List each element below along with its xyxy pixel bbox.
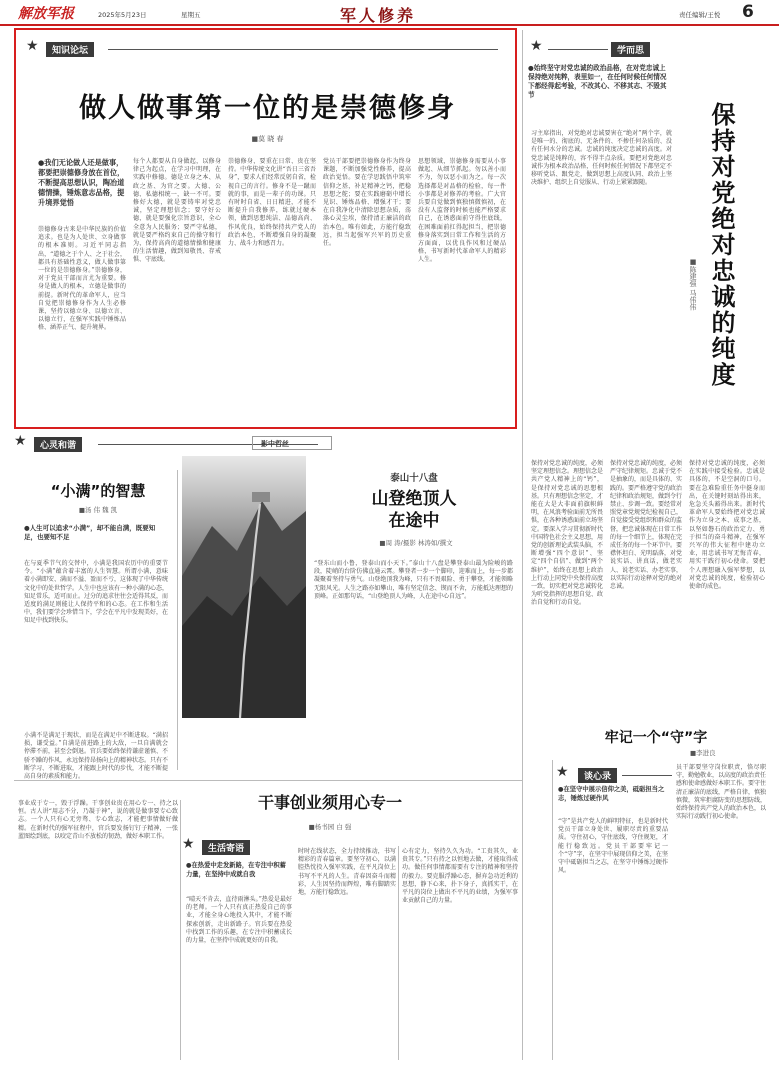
kicker-rule <box>622 775 672 776</box>
shenghuo-lead: ●在热爱中走发新路，在专注中积蓄力量，在坚持中成就自我 <box>186 862 286 878</box>
xinling-headline: “小满”的智慧 <box>50 482 146 500</box>
shenghuo-column-2: 时时在线状态，全力持续推动，书写精彩的青春篇章。要坚守初心，以满腔热忱投入强军实践，在平凡岗位上书写不平凡的人生。青春因奋斗而精彩，人生因坚持而辉煌，唯有脚踏实地，方能行稳致远。 <box>298 848 396 897</box>
column-divider <box>522 30 523 1060</box>
column-kicker-xinling: 心灵和谐 <box>34 437 82 452</box>
xinling-byline: ■汤 伟 魏 凯 <box>78 506 118 514</box>
column-kicker-shenghuo: 生活寄语 <box>202 840 250 855</box>
article-headline: 做人做事第一位的是崇德修身 <box>79 93 456 124</box>
photo-headline: 山登绝顶人在途中 <box>371 489 457 531</box>
issue-date: 2025年5月23日 <box>98 11 147 19</box>
section-title: 军人修养 <box>340 6 417 25</box>
star-icon: ★ <box>530 38 543 54</box>
column-kicker-zhishi: 知识论坛 <box>46 42 94 57</box>
star-icon: ★ <box>26 38 39 54</box>
xinling-column-1: 在与夏季节气的交替中，小满是我国农历中的重要节令。“小满”蕴含着丰富的人生智慧。所谓小满，意味着小满即安、满而不溢、盈而不亏，这体现了中华传统文化中的处世哲学。人生中也应该有一种小满的心态，知足常乐，适可而止。过分的追求往往会适得其反，而适度的满足则能让人保持平和的心态。在工作和生活中，我们要学会珍惜当下，学会在平凡中发现美好，在知足中找到快乐。 <box>24 560 169 625</box>
article-lead: ●我们无论做人还是做事，都要把崇德修身放在首位，不断提高思想认识，陶冶道德情操，锤炼意志品格，提升境界觉悟 <box>38 158 125 207</box>
article-column-4: 党员干部要把崇德修身作为终身课题，不断加强党性修养，提高政治觉悟。要在学思践悟中筑牢信仰之基，补足精神之钙，把稳思想之舵；要在实践磨砺中增长见识、锤炼品格、增强才干；要在自我净化中清除思想杂质，荡涤心灵尘埃，保持清正廉洁的政治本色。唯有如此，方能行稳致远，担当起强军兴军的历史重任。 <box>323 158 411 248</box>
kicker-rule <box>108 49 498 50</box>
kicker-rule <box>548 49 608 50</box>
star-icon: ★ <box>182 836 195 852</box>
xinling-lead: ●人生可以追求“小满”，却不能自满，既要知足，也要知不足 <box>24 524 156 541</box>
newspaper-logo: 解放军报 <box>18 6 74 22</box>
xueersi-column-3: 保持对党忠诚的纯度，必须严守纪律规矩。忠诚于党不是抽象的，而是具体的、实践的。要严格遵守党的政治纪律和政治规矩，做到令行禁止、步调一致。要经常对照党章党规党纪检视自己，自觉接受党组织和群众的监督，把忠诚体现在日常工作的每一个细节上，体现在完成任务的每一个环节中。要襟怀坦白、光明磊落，对党说实话、讲真话，做老实人、说老实话、办老实事，以实际行动诠释对党的绝对忠诚。 <box>610 460 683 591</box>
xueersi-headline: 保持对党绝对忠诚的纯度 <box>707 102 735 388</box>
laoji-byline: ■李进良 <box>690 749 716 757</box>
article-column-3: 崇德修身，要重在日常、贵在坚持。中华传统文化讲“吾日三省吾身”，要求人们经常反躬自省，检视自己的言行。修身不是一蹴而就的事，而是一辈子的功课。只有时时自省、日日精进，才能不断提升自我修养，练就过硬本领，做到思想纯洁、品德高尚、作风优良，始终保持共产党人的政治本色，不断增强自身的凝聚力、战斗力和感召力。 <box>228 158 316 248</box>
shenghuo-column-1: “晴天不肯去，直待雨淋头。”热爱是最好的老师。一个人只有真正热爱自己的事业，才能全身心地投入其中，才能不断探索创新，走出新路子。官兵要在热爱中找到工作的乐趣，在专注中积蓄成长的力量，在坚持中成就更好的自我。 <box>186 896 292 945</box>
photo-text: “登东山而小鲁，登泰山而小天下。”泰山十八盘是攀登泰山最为险峻的路段，陡峭的台阶仿佛直通云霄。攀登者一步一个脚印，迎难而上，每一步都凝聚着坚持与勇气。山登绝顶我为峰，只有不畏艰险、勇于攀登，才能领略无限风光。人生之路亦如攀山，唯有坚定信念、锲而不舍，方能抵达理想的顶峰。正如那句话，“山登绝顶人为峰，人在途中心自远”。 <box>314 560 513 600</box>
photo-kicker-box <box>252 436 332 450</box>
xueersi-column-4: 保持对党忠诚的纯度，必须在实践中接受检验。忠诚是具体的，不是空洞的口号。要在急难险重任务中挺身而出，在关键时刻站得出来，危急关头豁得出来。新时代革命军人要始终把对党忠诚作为立身之本、成事之基，以坚如磐石的政治定力、勇于担当的奋斗精神，在强军兴军的伟大征程中建功立业，用忠诚书写无悔青春，用实干践行初心使命。要把个人理想融入强军梦想，以对党忠诚的纯度，检验初心使命的成色。 <box>689 460 765 591</box>
ganshi-column-2: 心有定力，坚持久久为功。“工贵其久，业贵其专。”只有持之以恒地去做，才能取得成功。做任何事情都需要有专注的精神和坚持的毅力。要克服浮躁心态，摒弃急功近利的思想，静下心来，扑下身子，真抓实干，在平凡的岗位上做出不平凡的业绩，为强军事业贡献自己的力量。 <box>402 848 518 905</box>
ganshi-column-1: 事业成于专一，毁于浮躁。干事创业贵在用心专一、持之以恒。古人讲“用志不分，乃凝于神”，说的就是做事要专心致志。一个人只有心无旁骛、专心致志，才能把事情做好做精。在新时代的强军征程中，官兵要发扬钉钉子精神，一张蓝图绘到底，以咬定青山不放松的韧劲，做好本职工作。 <box>18 800 178 840</box>
page-number: 6 <box>742 2 754 22</box>
featured-article-frame <box>14 28 517 429</box>
column-kicker-tanxin: 谈心录 <box>578 768 617 783</box>
star-icon: ★ <box>14 433 27 449</box>
ganshi-byline: ■杨书园 白 强 <box>308 823 352 831</box>
article-column-1: 崇德修身古来是中华民族的价值追求。也是为人处世、立身做事的根本准则。习近平同志指出，“道德之于个人、之于社会，都具有基础性意义，做人做事第一位的是崇德修身。”崇德修身，对于党员干部而言尤为重要。修身是做人的根本，立德是做事的前提。新时代的革命军人，应当自觉把崇德修身作为人生必修课，坚持以德立身、以德立言、以德立行，在强军实践中锤炼品格、涵养正气、提升境界。 <box>38 226 126 332</box>
photo-byline: ■周 涛/摄影 林涛如/撰文 <box>379 539 453 547</box>
tanxin-column-1: “守”是共产党人的鲜明特征，也是新时代党员干部立身处世、履职尽责的重要品质。守住初心，守住底线，守住规矩，才能行稳致远。党员干部要牢记一个“守”字，在坚守中展现信仰之美，在坚守中砥砺担当之志，在坚守中锤炼过硬作风。 <box>558 818 668 875</box>
xinling-column-2: 小满不是满足于现状，而是在满足中不断进取。“满招损，谦受益。”自满是前进路上的大敌，一旦自满就会停滞不前，甚至会倒退。官兵要始终保持谦虚谨慎、不骄不躁的作风，永远保持昂扬向上的精神状态。只有不断学习、不断进取，才能跟上时代的步伐，才能不断提高自身的素质和能力。 <box>24 732 169 781</box>
column-divider <box>177 470 178 770</box>
xueersi-byline: ■陈建强 马伟伟 <box>689 258 697 311</box>
issue-weekday: 星期五 <box>181 11 201 19</box>
editor-credit: 责任编辑/王悦 <box>679 11 721 19</box>
mountain-silhouette <box>182 456 306 718</box>
article-byline: ■莫 晓 春 <box>251 135 284 143</box>
laoji-headline: 牢记一个“守”字 <box>604 730 708 746</box>
ganshi-headline: 干事创业须用心专一 <box>257 793 402 812</box>
mountain-photo <box>182 456 306 718</box>
column-divider <box>180 800 181 1060</box>
tanxin-lead: ●在坚守中展示信仰之美，砥砺担当之志，锤炼过硬作风 <box>558 786 665 802</box>
photo-kicker: 影中哲丝 <box>261 440 289 448</box>
tanxin-column-2: 员干部要坚守岗位职责，恪尽职守，勤勉敬业，以高度的政治责任感和使命感做好本职工作。要守住清正廉洁的底线，严格自律，慎独慎微，筑牢拒腐防变的思想防线，始终保持共产党人的政治本色，以实际行动践行初心使命。 <box>676 764 767 821</box>
section-divider <box>14 780 522 781</box>
masthead <box>0 0 779 26</box>
article-column-2: 每个人都要从自身做起，以修身律己为起点，在学习中明理，在实践中修德。德是立身之本、从政之基、为官之要。大德、公德、私德相统一，缺一不可。要修好大德，就是要铸牢对党忠诚，坚定理想信念；要守好公德，就是要强化宗旨意识，全心全意为人民服务；要严守私德，就是要严格约束自己的操守和行为，保持高尚的道德情操和健康的生活情趣，做到知敬畏、存戒惧、守底线。 <box>133 158 221 264</box>
article-column-5: 思想领域，崇德修身需要从小事做起、从细节抓起。勿以善小而不为，勿以恶小而为之。每一次选择都是对品格的检验，每一件小事都是对修养的考验。广大官兵要自觉做到慎独慎微慎初，在没有人监督的时候也能严格要求自己，在诱惑面前守得住底线，在困难面前扛得起担当，把崇德修身落实到日常工作和生活的方方面面，以优良作风和过硬品格，书写新时代革命军人的精彩人生。 <box>418 158 506 264</box>
xueersi-column-2: 保持对党忠诚的纯度，必须坚定理想信念。理想信念是共产党人精神上的“钙”，是保持对党忠诚的思想根基。只有理想信念坚定，才能在大是大非面前旗帜鲜明，在风浪考验面前无所畏惧，在各种诱惑面前立场坚定。要深入学习贯彻新时代中国特色社会主义思想，用党的创新理论武装头脑，不断增强“四个意识”、坚定“四个自信”、做到“两个维护”，始终在思想上政治上行动上同党中央保持高度一致，切实把对党忠诚转化为听党指挥的思想自觉、政治自觉和行动自觉。 <box>531 460 604 607</box>
xueersi-column-1: 习主席指出，对党绝对忠诚要害在“绝对”两个字，就是唯一的、彻底的、无条件的、不掺任何杂质的、没有任何水分的忠诚。忠诚的纯度决定忠诚的高度。对党忠诚是纯粹的，容不得半点杂质。要把对党绝对忠诚作为根本政治品格，任何时候任何情况下都坚定不移听党话、跟党走，做到思想上高度认同、政治上坚决维护、组织上自觉服从、行动上紧紧跟随。 <box>531 130 672 187</box>
photo-subhead: 泰山十八盘 <box>390 473 438 484</box>
star-icon: ★ <box>556 764 569 780</box>
column-divider <box>398 846 399 1060</box>
column-kicker-xueersi: 学而思 <box>611 42 650 57</box>
column-divider <box>552 760 553 1060</box>
xueersi-lead: ●始终坚守对党忠诚的政治品格，在对党忠诚上保持绝对纯粹，表里如一，在任何时候任何情况下都经得起考验，不改其心、不移其志、不毁其节 <box>528 64 667 99</box>
